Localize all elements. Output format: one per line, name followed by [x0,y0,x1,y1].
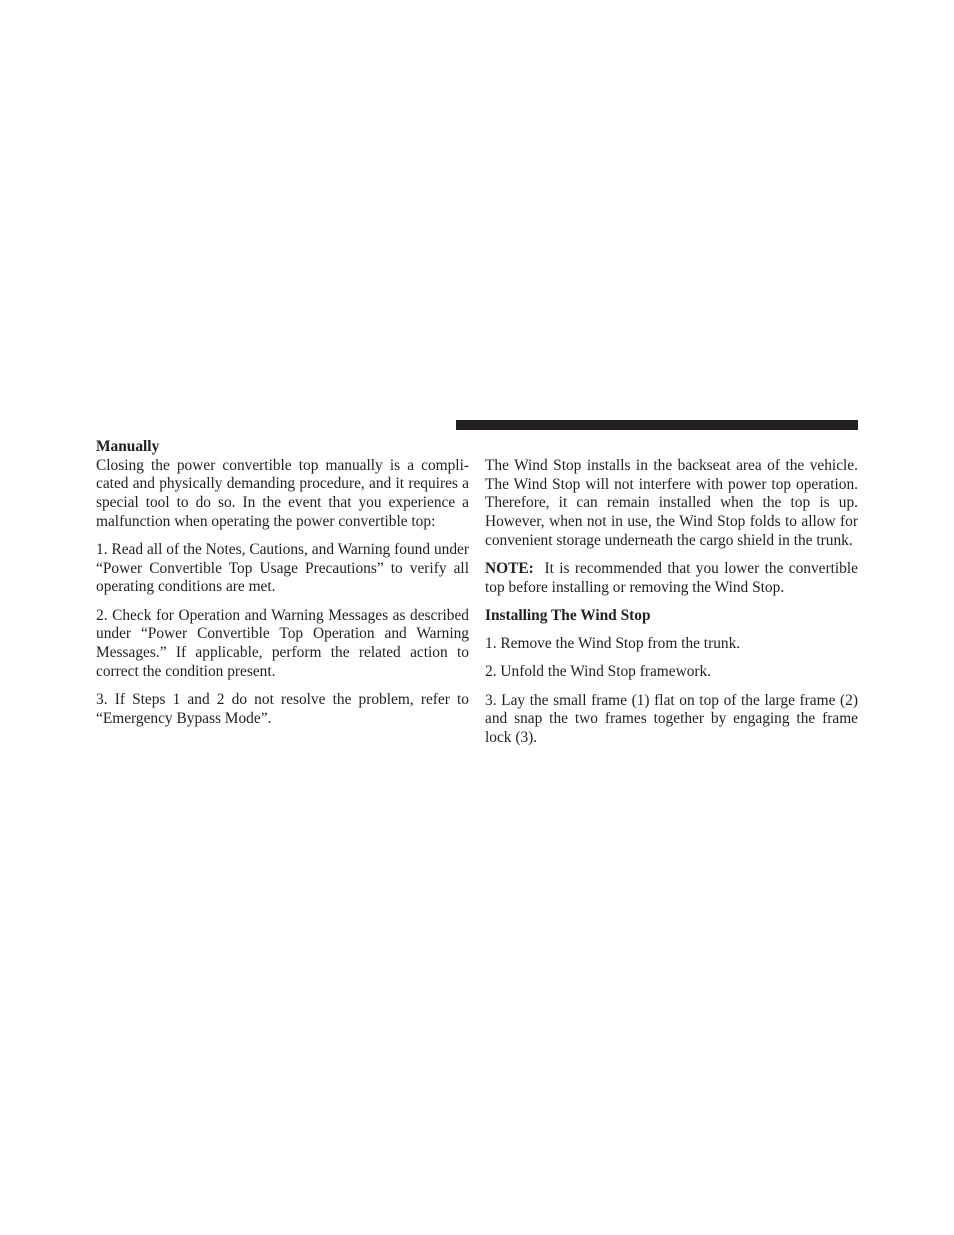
section-heading-manually: Manually [96,438,160,455]
installing-wind-stop-heading: Installing The Wind Stop [485,606,651,624]
step-3-paragraph: 3. If Steps 1 and 2 do not resolve the problem, refer to “Emergency Bypass Mode”. [96,690,469,727]
left-column [96,438,469,738]
install-step-2: 2. Unfold the Wind Stop framework. [485,663,712,681]
intro-paragraph: Closing the power convertible top manually is a complicated and physically demanding procedure, and it requires a special tool to do so. In the event that you experience a malfunction when operating the power convertible top: [96,456,469,530]
right-column [485,457,858,757]
note-label: NOTE: [485,560,534,578]
note-text: It is recommended that you lower the convertible top before installing or removing the Wind Stop. [485,560,858,596]
step-2-paragraph: 2. Check for Operation and Warning Messages as described under “Power Convertible Top Operation and Warning Messages.” If applicable, perform the related action to correct the condition present. [96,606,469,680]
install-step-3: 3. Lay the small frame (1) flat on top of the large frame (2) and snap the two frames together by engaging the frame lock (3). [485,691,858,746]
step-1-paragraph: 1. Read all of the Notes, Cautions, and Warning found under “Power Convertible Top Usage Precautions” to verify all operating conditions are met. [96,541,469,596]
note-paragraph [485,560,858,597]
wind-stop-intro-paragraph: The Wind Stop installs in the backseat area of the vehicle. The Wind Stop will not interfere with power top operation. Therefore, it can remain installed when the top is up. However, when not in use, the Wind Stop folds to allow for convenient storage underneath the cargo shield in the trunk. [485,457,858,549]
section-header-bar [456,420,858,430]
install-step-1: 1. Remove the Wind Stop from the trunk. [485,635,741,653]
